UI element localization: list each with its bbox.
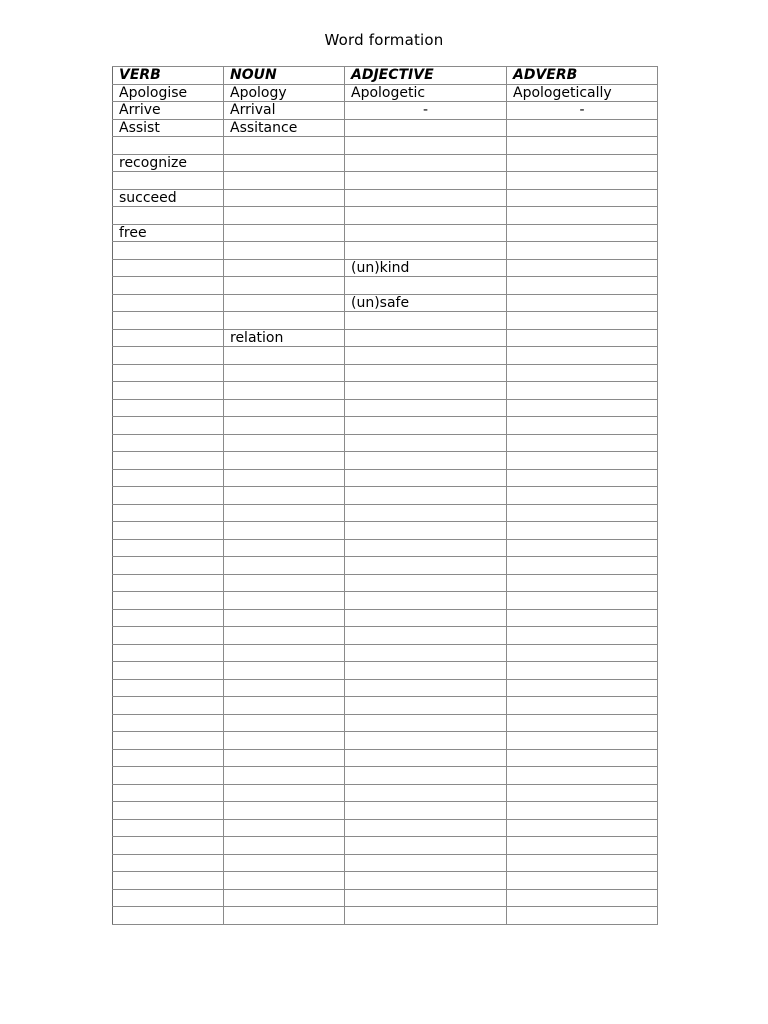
cell-noun <box>224 417 345 435</box>
cell-verb <box>113 784 224 802</box>
cell-adverb <box>507 854 658 872</box>
cell-adverb <box>507 609 658 627</box>
header-row <box>113 67 658 85</box>
cell-adverb <box>507 154 658 172</box>
cell-verb <box>113 907 224 925</box>
cell-verb <box>113 749 224 767</box>
table-row <box>113 452 658 470</box>
cell-adjective <box>345 627 507 645</box>
cell-adverb <box>507 714 658 732</box>
table-row <box>113 522 658 540</box>
cell-adverb <box>507 574 658 592</box>
cell-verb <box>113 382 224 400</box>
cell-adverb <box>507 662 658 680</box>
table-row <box>113 574 658 592</box>
cell-adjective <box>345 679 507 697</box>
cell-adverb <box>507 644 658 662</box>
word-formation-table <box>112 66 658 925</box>
table-row <box>113 347 658 365</box>
cell-adverb <box>507 347 658 365</box>
table-row <box>113 154 658 172</box>
page-title: Word formation <box>324 31 444 49</box>
cell-adjective <box>345 312 507 330</box>
table-row <box>113 767 658 785</box>
cell-adjective <box>345 819 507 837</box>
cell-adjective <box>345 469 507 487</box>
table-row <box>113 224 658 242</box>
cell-noun <box>224 679 345 697</box>
table-row <box>113 137 658 155</box>
cell-adjective <box>345 732 507 750</box>
cell-noun <box>224 819 345 837</box>
cell-verb <box>113 504 224 522</box>
cell-verb <box>113 259 224 277</box>
cell-adverb <box>507 242 658 260</box>
cell-verb <box>113 399 224 417</box>
cell-adverb <box>507 277 658 295</box>
cell-adverb <box>507 557 658 575</box>
cell-verb: succeed <box>113 189 224 207</box>
table-row <box>113 872 658 890</box>
cell-noun <box>224 837 345 855</box>
cell-adjective <box>345 854 507 872</box>
cell-adjective <box>345 697 507 715</box>
cell-noun <box>224 854 345 872</box>
cell-adjective <box>345 224 507 242</box>
cell-adjective <box>345 714 507 732</box>
header-adjective: ADJECTIVE <box>345 67 507 85</box>
cell-adjective <box>345 382 507 400</box>
table-row <box>113 802 658 820</box>
cell-adjective <box>345 802 507 820</box>
cell-noun <box>224 592 345 610</box>
cell-adverb <box>507 837 658 855</box>
header-verb: VERB <box>113 67 224 85</box>
cell-adverb <box>507 802 658 820</box>
cell-adverb <box>507 697 658 715</box>
cell-noun <box>224 172 345 190</box>
cell-verb <box>113 329 224 347</box>
cell-noun <box>224 347 345 365</box>
cell-adjective <box>345 522 507 540</box>
cell-adjective <box>345 574 507 592</box>
cell-adjective <box>345 504 507 522</box>
cell-verb: Arrive <box>113 102 224 120</box>
cell-verb <box>113 819 224 837</box>
cell-verb <box>113 714 224 732</box>
cell-adjective <box>345 872 507 890</box>
cell-adjective <box>345 767 507 785</box>
cell-adjective <box>345 557 507 575</box>
cell-verb <box>113 539 224 557</box>
cell-noun <box>224 364 345 382</box>
cell-adverb <box>507 487 658 505</box>
cell-noun <box>224 242 345 260</box>
cell-noun: Assitance <box>224 119 345 137</box>
table-row <box>113 662 658 680</box>
cell-noun <box>224 784 345 802</box>
cell-noun <box>224 487 345 505</box>
cell-noun <box>224 312 345 330</box>
cell-noun <box>224 224 345 242</box>
table-row <box>113 854 658 872</box>
table-row <box>113 364 658 382</box>
header-adverb: ADVERB <box>507 67 658 85</box>
cell-noun <box>224 399 345 417</box>
cell-verb <box>113 889 224 907</box>
cell-adjective <box>345 487 507 505</box>
cell-noun <box>224 697 345 715</box>
cell-verb <box>113 802 224 820</box>
cell-adjective <box>345 364 507 382</box>
cell-adjective <box>345 189 507 207</box>
cell-adverb <box>507 539 658 557</box>
cell-verb <box>113 557 224 575</box>
cell-verb: Apologise <box>113 84 224 102</box>
cell-adverb <box>507 872 658 890</box>
cell-adjective <box>345 592 507 610</box>
table-row <box>113 749 658 767</box>
cell-noun <box>224 574 345 592</box>
cell-adjective <box>345 784 507 802</box>
cell-verb <box>113 872 224 890</box>
table-row <box>113 714 658 732</box>
cell-noun <box>224 522 345 540</box>
cell-adjective <box>345 749 507 767</box>
cell-noun <box>224 732 345 750</box>
cell-adjective <box>345 399 507 417</box>
cell-verb <box>113 574 224 592</box>
cell-noun <box>224 557 345 575</box>
cell-adjective <box>345 207 507 225</box>
table-row <box>113 277 658 295</box>
table-row <box>113 644 658 662</box>
cell-adverb <box>507 434 658 452</box>
cell-adverb <box>507 452 658 470</box>
table-row <box>113 679 658 697</box>
cell-adverb <box>507 189 658 207</box>
table-row <box>113 259 658 277</box>
cell-noun <box>224 627 345 645</box>
cell-adverb <box>507 364 658 382</box>
cell-verb: recognize <box>113 154 224 172</box>
cell-verb <box>113 137 224 155</box>
cell-verb <box>113 767 224 785</box>
cell-noun <box>224 907 345 925</box>
cell-verb <box>113 452 224 470</box>
cell-adverb: Apologetically <box>507 84 658 102</box>
cell-verb <box>113 697 224 715</box>
table-row <box>113 627 658 645</box>
table-row <box>113 504 658 522</box>
cell-noun <box>224 434 345 452</box>
cell-adverb <box>507 889 658 907</box>
cell-noun <box>224 539 345 557</box>
cell-verb <box>113 679 224 697</box>
cell-adverb <box>507 592 658 610</box>
cell-adjective <box>345 644 507 662</box>
cell-noun: Arrival <box>224 102 345 120</box>
table-header <box>113 67 658 85</box>
cell-verb: Assist <box>113 119 224 137</box>
cell-verb: free <box>113 224 224 242</box>
table-row <box>113 242 658 260</box>
cell-adjective <box>345 452 507 470</box>
table-row <box>113 329 658 347</box>
cell-adjective <box>345 329 507 347</box>
table-row <box>113 487 658 505</box>
cell-adverb <box>507 119 658 137</box>
cell-noun <box>224 294 345 312</box>
cell-noun <box>224 154 345 172</box>
cell-adverb <box>507 172 658 190</box>
cell-verb <box>113 364 224 382</box>
cell-adjective <box>345 837 507 855</box>
cell-adverb <box>507 259 658 277</box>
cell-adverb <box>507 417 658 435</box>
cell-noun <box>224 382 345 400</box>
table-row <box>113 172 658 190</box>
cell-noun <box>224 189 345 207</box>
cell-verb <box>113 294 224 312</box>
cell-adjective <box>345 154 507 172</box>
cell-adverb <box>507 137 658 155</box>
cell-verb <box>113 522 224 540</box>
cell-noun <box>224 889 345 907</box>
cell-noun <box>224 504 345 522</box>
cell-adverb <box>507 312 658 330</box>
cell-noun <box>224 277 345 295</box>
cell-adverb <box>507 907 658 925</box>
cell-adverb <box>507 294 658 312</box>
cell-adjective <box>345 119 507 137</box>
cell-adjective: (un)kind <box>345 259 507 277</box>
cell-adverb <box>507 329 658 347</box>
cell-verb <box>113 172 224 190</box>
cell-noun <box>224 872 345 890</box>
table-row <box>113 189 658 207</box>
cell-verb <box>113 277 224 295</box>
cell-adverb <box>507 749 658 767</box>
cell-adjective <box>345 662 507 680</box>
table-row <box>113 889 658 907</box>
cell-adverb <box>507 767 658 785</box>
cell-verb <box>113 609 224 627</box>
cell-verb <box>113 627 224 645</box>
table-row <box>113 84 658 102</box>
table-row <box>113 119 658 137</box>
cell-adverb: - <box>507 102 658 120</box>
table-body <box>113 84 658 924</box>
cell-adjective <box>345 242 507 260</box>
cell-adverb <box>507 399 658 417</box>
table-row <box>113 102 658 120</box>
cell-verb <box>113 732 224 750</box>
cell-noun: relation <box>224 329 345 347</box>
header-noun: NOUN <box>224 67 345 85</box>
table-row <box>113 697 658 715</box>
table-row <box>113 592 658 610</box>
cell-noun <box>224 207 345 225</box>
cell-verb <box>113 592 224 610</box>
cell-noun <box>224 662 345 680</box>
cell-noun <box>224 749 345 767</box>
cell-adjective <box>345 434 507 452</box>
cell-adjective <box>345 539 507 557</box>
table-row <box>113 819 658 837</box>
cell-adjective: - <box>345 102 507 120</box>
table-row <box>113 784 658 802</box>
cell-noun <box>224 609 345 627</box>
cell-verb <box>113 242 224 260</box>
table-row <box>113 417 658 435</box>
cell-adjective <box>345 172 507 190</box>
cell-adverb <box>507 224 658 242</box>
cell-adverb <box>507 382 658 400</box>
cell-verb <box>113 662 224 680</box>
cell-noun <box>224 714 345 732</box>
table-row <box>113 732 658 750</box>
cell-verb <box>113 837 224 855</box>
cell-adverb <box>507 469 658 487</box>
cell-adjective: Apologetic <box>345 84 507 102</box>
cell-verb <box>113 347 224 365</box>
cell-adjective <box>345 137 507 155</box>
table-row <box>113 294 658 312</box>
cell-noun <box>224 802 345 820</box>
cell-noun <box>224 767 345 785</box>
cell-adverb <box>507 207 658 225</box>
cell-verb <box>113 312 224 330</box>
cell-noun: Apology <box>224 84 345 102</box>
table-row <box>113 557 658 575</box>
cell-adverb <box>507 732 658 750</box>
cell-verb <box>113 487 224 505</box>
table-row <box>113 382 658 400</box>
table-row <box>113 837 658 855</box>
table-row <box>113 539 658 557</box>
cell-verb <box>113 434 224 452</box>
cell-adjective <box>345 907 507 925</box>
table-row <box>113 312 658 330</box>
cell-verb <box>113 417 224 435</box>
cell-verb <box>113 854 224 872</box>
cell-adverb <box>507 784 658 802</box>
cell-adverb <box>507 504 658 522</box>
cell-adjective <box>345 417 507 435</box>
cell-adverb <box>507 627 658 645</box>
table-row <box>113 469 658 487</box>
table-row <box>113 434 658 452</box>
table-row <box>113 207 658 225</box>
cell-adjective <box>345 889 507 907</box>
cell-adverb <box>507 522 658 540</box>
table-row <box>113 399 658 417</box>
cell-noun <box>224 452 345 470</box>
cell-noun <box>224 644 345 662</box>
cell-adjective <box>345 609 507 627</box>
cell-verb <box>113 644 224 662</box>
cell-verb <box>113 207 224 225</box>
table-row <box>113 609 658 627</box>
table-row <box>113 907 658 925</box>
cell-noun <box>224 259 345 277</box>
cell-adjective: (un)safe <box>345 294 507 312</box>
cell-adjective <box>345 277 507 295</box>
cell-adverb <box>507 819 658 837</box>
cell-noun <box>224 137 345 155</box>
cell-verb <box>113 469 224 487</box>
cell-adverb <box>507 679 658 697</box>
cell-adjective <box>345 347 507 365</box>
cell-noun <box>224 469 345 487</box>
